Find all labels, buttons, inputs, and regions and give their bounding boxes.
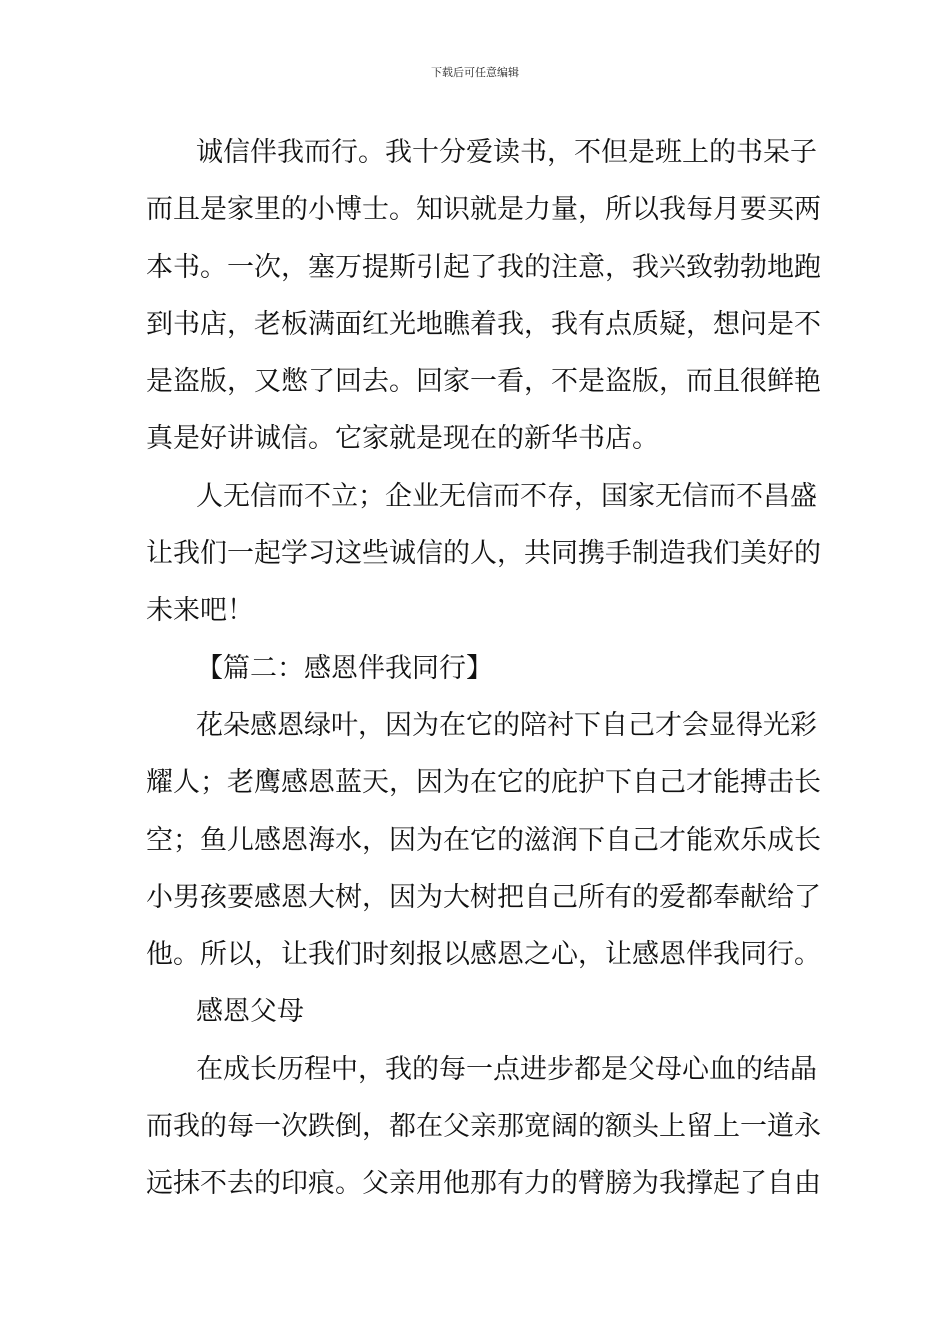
text-line: 到书店，老板满面红光地瞧着我，我有点质疑，想问是不: [146, 308, 821, 340]
subheading: 感恩父母: [196, 996, 304, 1028]
text-line: 花朵感恩绿叶，因为在它的陪衬下自己才会显得光彩: [196, 709, 817, 741]
page-header: 下载后可任意编辑: [431, 66, 519, 79]
text-line: 诚信伴我而行。我十分爱读书，不但是班上的书呆子: [196, 137, 817, 168]
text-line: 在成长历程中，我的每一点进步都是父母心血的结晶: [196, 1053, 817, 1085]
text-line: 耀人；老鹰感恩蓝天，因为在它的庇护下自己才能搏击长: [146, 767, 821, 799]
text-line: 而我的每一次跌倒，都在父亲那宽阔的额头上留上一道永: [146, 1111, 821, 1143]
text-line: 是盗版，又憋了回去。回家一看，不是盗版，而且很鲜艳: [146, 366, 821, 398]
text-line: 未来吧！: [146, 595, 254, 627]
section-title: 【篇二：感恩伴我同行】: [196, 652, 493, 684]
text-line: 人无信而不立；企业无信而不存，国家无信而不昌盛: [196, 480, 817, 512]
text-line: 而且是家里的小博士。知识就是力量，所以我每月要买两: [146, 194, 821, 226]
text-line: 小男孩要感恩大树，因为大树把自己所有的爱都奉献给了: [146, 881, 821, 913]
text-line: 真是好讲诚信。它家就是现在的新华书店。: [146, 423, 659, 455]
document-body: [146, 124, 821, 1213]
text-line: 让我们一起学习这些诚信的人，共同携手制造我们美好的: [146, 538, 821, 570]
text-line: 空；鱼儿感恩海水，因为在它的滋润下自己才能欢乐成长: [146, 824, 821, 856]
text-line: 远抹不去的印痕。父亲用他那有力的臂膀为我撑起了自由: [146, 1168, 821, 1200]
text-line: 本书。一次，塞万提斯引起了我的注意，我兴致勃勃地跑: [146, 251, 821, 283]
text-line: 他。所以，让我们时刻报以感恩之心，让感恩伴我同行。: [146, 939, 821, 971]
